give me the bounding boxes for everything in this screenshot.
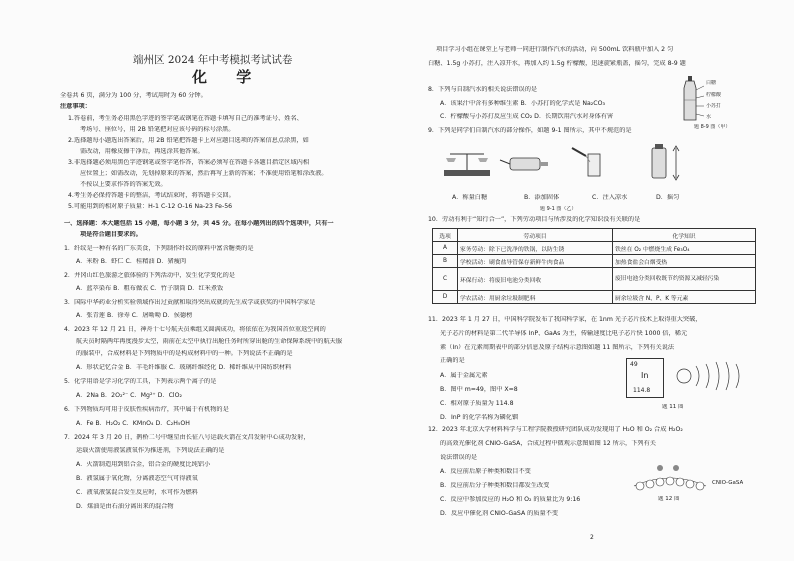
figure-caption: 题 9-1 图（乙） [540,206,577,212]
table-cell: 厨余垃圾含 N、P、K 等元素 [613,291,756,304]
column-header: 选项 [433,229,458,242]
option-line: A．属于金属元素 [440,372,488,379]
option-line: B．图中 m=49，图中 X=8 [440,386,518,393]
table-header-row [433,229,756,242]
figure-label: C．注入凉水 [592,194,628,201]
figure-label: B．添加固体 [524,194,560,201]
notes-title: 注意事项： [60,103,91,110]
table-cell: 加热食盐会白烟受热 [613,255,756,268]
question-line: 的服装中，合成材料是下列物质中的是构成材料中的一种。下列说法不正确的是 [76,350,293,357]
note-line: 考场号、座位号，用 2B 铅笔把对应该号码的标号涂黑。 [80,126,235,133]
table-cell: A [433,242,458,255]
note-line: 应位置上；如需改动，先划掉原来的答案，然后再写上新的答案；不准使用铅笔和涂改液。 [80,170,328,177]
option-line: B．液氢属于氧化物，分离液态空气可得液氧 [76,475,198,482]
figure-label: A．称量白糖 [452,194,488,201]
question-line: 的高效光催化剂 CNIO-GaSA，合成过程中微观示意图如图 12 所示，下列有关 [440,440,656,447]
atomic-structure-icon [672,356,744,396]
figure-label: D．摇匀 [656,194,680,201]
figure-label: 柠檬酸 [706,92,722,98]
figure-label: 小苏打 [706,103,722,109]
note-line: 2.选择题每小题选出答案后，用 2B 铅笔把答题卡上对应题目选项的答案信息点涂黑，如 [68,137,309,144]
table-cell: 铁丝在 O₂ 中燃烧生成 Fe₃O₄ [613,242,756,255]
option-line: C．液氧液氢混合发生反应时，水可作为燃料 [76,489,198,496]
option-line: A．蓝萃染布 B．粗布做衣 C．竹子制筒 D．红米煮饭 [76,285,224,292]
figure-label: CNIO-GaSA [712,480,744,486]
option-line: D．反应中催化剂 CNIO-GaSA 的质量不变 [440,510,559,517]
atomic-number: 49 [630,361,638,368]
question-line: 9．下列是同学们自制汽水的部分操作，如题 9-1 图所示，其中不规范的是 [428,127,632,134]
question-line: 11．2023 年 1 月 27 日，中国科学院发布了我国科学家，在 1nm 光子芯片技术上取得重大突破， [428,316,702,323]
option-line: A．形状记忆合金 B．羊毛纤维服 C．玻璃纤维经化 D．稀纤维从中国纺织材料 [76,364,292,371]
option-line: D．InP 的化学名称为磷化铟 [440,414,519,421]
figure-caption: 题 12 图 [658,496,680,502]
question-line: 8．下列与自制汽水的相关说法错误的是 [428,86,538,93]
table-cell: 环保行动：将废旧电池分类回收 [458,268,613,291]
option-line: C．柠檬酸与小苏打反应生成 CO₂ D．长期饮用汽水对身体有害 [440,113,614,120]
note-line: 不按以上要求作答的答案无效。 [80,181,167,188]
question-line: 12．2023 年北京大学材料科学与工程学院教授研究团队成功发现用了 H₂O 和 O₂ 合成 H₂O₂ [428,426,683,433]
exam-title: 端州区 2024 年中考模拟考试试卷 [133,54,293,66]
option-line: A．火箭制造用到铝合金，铝合金的硬度比纯铝小 [76,461,211,468]
element-card [626,358,664,398]
option-line: A．反应前后原子种类和数目不变 [440,468,531,475]
question-line: 6．下列物质均可用于皮肤性疾病治疗，其中属于有机物的是 [64,406,229,413]
question-line: 5．化学用语是学习化学的工具，下列表示两个离子的是 [64,378,217,385]
figure-label: 白糖 [706,80,717,86]
question-line: 航天员时隔两年再度漫步太空，雨前在太空中执行出舱任务时所穿出舱的生命保障系统中的航天服 [76,338,343,345]
option-line: C．反应中参加反应的 H₂O 和 O₂ 的质量比为 9:16 [440,496,581,503]
experiment-figure [440,140,700,184]
figure-caption: 题 8-9 图（甲） [694,124,731,130]
atomic-mass: 114.8 [633,387,651,394]
question-line: 运载火箭使用液氢液氧作为推进剂，下列说法正确的是 [76,447,225,454]
exam-info: 全卷共 6 页，满分为 100 分，考试用时为 60 分钟。 [60,92,207,99]
subject-title: 化 学 [192,68,264,86]
section-header: 项是符合题目要求的。 [80,231,142,238]
table-cell: B [433,255,458,268]
passage-line: 项目学习小组在课堂上与老师一同进行制作汽水的活动，向 500mL 饮料瓶中加入 2 匀 [436,46,674,53]
figure-label: 水 [706,114,712,120]
question-line: 4．2023 年 12 月 21 日，神舟十七号航天员乘组又圆满成功，将依依在为我国首位重返空间的 [64,326,326,333]
table-row [433,268,756,291]
option-line: A．该果汁中含有多种维生素 B．小苏打的化学式是 Na₂CO₃ [440,100,605,107]
passage-line: 白糖、1.5g 小苏打，注入凉开水，再加入约 1.5g 柠檬酸，迅速旋紧瓶盖，摇匀，完成 8-9 题 [428,60,686,67]
question-line: 10．劳动有利于“知行合一”，下列劳动项目与所涉及的化学知识没有关联的是 [428,216,641,223]
table-row [433,291,756,304]
option-line: B．反应前后分子种类和数目都发生改变 [440,482,550,489]
question-line: 1．纤纹是一种有名的广东美食，下列制作纤纹的原料中富含糖类的是 [64,245,254,252]
table-cell: 家务劳动：除下已洗净的铁锅，以防生锈 [458,242,613,255]
table-row [433,255,756,268]
option-line: A．张青莲 B．徐寿 C．屠呦呦 D．侯德榜 [76,312,193,319]
section-header: 一、选择题：本大题包括 15 小题，每小题 3 分，共 45 分。在每小题列出的四个选项中，只有一 [64,220,334,227]
option-line: A．米粉 B．虾仁 C．桂精油 D．猪瘦肉 [76,258,187,265]
table-row [433,242,756,255]
option-line: D．煤油是由石油分离出来的混合物 [76,503,174,510]
table-cell: C [433,268,458,291]
table-cell: 废旧电池分类回收既节约资源又减轻污染 [613,268,756,291]
option-line: A．2Na B．2O₂²⁻ C．Mg²⁺ D．ClO₂ [76,392,183,399]
catalyst-figure [630,460,710,496]
question-line: 7．2024 年 3 月 20 日，鹊桥二号中继星由长征八号运载火箭在文昌发射中心成功发射， [64,434,310,441]
column-header: 劳动项目 [458,229,613,242]
option-line: C．相对原子质量为 114.8 [440,400,514,407]
figure-caption: 题 11 图 [662,404,684,410]
note-line: 1.答卷前，考生务必用黑色字迹的签字笔或钢笔在答题卡填写自己的准考证号、姓名、 [68,115,303,122]
labor-table [432,228,756,304]
note-line: 5.可能用到的相对原子质量：H-1 C-12 O-16 Na-23 Fe-56 [68,203,233,210]
question-line: 正确的是 [440,357,465,364]
option-line: A．Fe B．H₂O₂ C．KMnO₄ D．C₂H₅OH [76,420,190,427]
table-cell: 学校活动：刷食盐导管保存新鲜牛肉食品 [458,255,613,268]
page-number: 2 [590,534,594,541]
question-line: 光子芯片的材料是第二代半导体 InP、GaAs 为主，传输速度比电子芯片快 1000 倍，稀元 [440,330,688,337]
question-line: 2．井冈山红色旅游之旅体验的下列活动中，发生化学变化的是 [64,272,235,279]
table-cell: D [433,291,458,304]
question-line: 素（In）在元素周期表中的部分信息及原子结构示意图如题 11 图所示，下列有关说法 [440,344,675,351]
column-header: 化学知识 [613,229,756,242]
note-line: 需改动，用橡皮擦干净后，再选涂其他答案。 [80,148,204,155]
question-line: 3．国际中华药业分析实验领域作出过贡献和取得突出成就的先生成学或获奖的中国科学家是 [64,299,316,306]
table-cell: 学农活动：用厨余垃圾制肥料 [458,291,613,304]
note-line: 3.非选择题必须用黑色字迹钢笔或签字笔作答，答案必须写在答题卡各题目指定区域内相 [68,159,310,166]
question-line: 说法错误的是 [440,454,478,461]
note-line: 4.考生务必保持答题卡的整洁，考试结束时，将答题卡交回。 [68,192,235,199]
element-symbol: In [641,371,649,380]
